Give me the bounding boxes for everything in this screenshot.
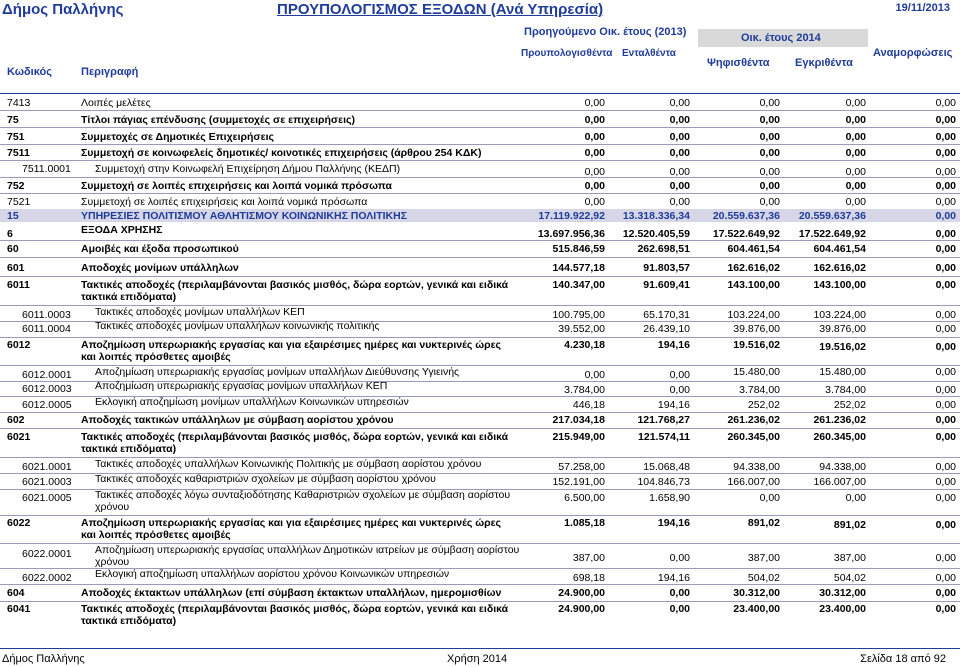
value-revisions: 0,00 — [935, 603, 956, 615]
col-header-approved: Εγκριθέντα — [795, 57, 853, 69]
row-code: 601 — [7, 262, 25, 274]
value-budgeted: 140.347,00 — [552, 279, 605, 291]
row-divider — [0, 193, 960, 194]
value-revisions: 0,00 — [935, 210, 956, 222]
row-description: Αποζημίωση υπερωριακής εργασίας μονίμων υπαλλήλων Διεύθυνσης Υγιεινής — [95, 366, 460, 378]
row-description: Αποζημίωση υπερωριακής εργασίας υπαλλήλων Δημοτικών ιατρείων με σύμβαση αορίστου χρόνου — [95, 544, 520, 568]
value-revisions: 0,00 — [935, 147, 956, 159]
value-budgeted: 217.034,18 — [552, 414, 605, 426]
value-voted: 0,00 — [759, 114, 780, 126]
value-approved: 166.007,00 — [813, 476, 866, 488]
value-revisions: 0,00 — [935, 114, 956, 126]
row-code: 6011.0004 — [22, 323, 71, 335]
value-approved: 3.784,00 — [825, 384, 866, 396]
value-budgeted: 0,00 — [584, 114, 605, 126]
value-ordered: 0,00 — [669, 196, 690, 208]
value-approved: 0,00 — [845, 131, 866, 143]
value-approved: 20.559.637,36 — [798, 210, 866, 222]
value-ordered: 0,00 — [669, 552, 690, 564]
value-revisions: 0,00 — [935, 414, 956, 426]
row-divider — [0, 601, 960, 602]
row-description: Αποδοχές έκτακτων υπάλληλων (επί σύμβαση έκτακτων υπαλλήλων, ημερομισθίων — [81, 587, 502, 599]
row-code: 6012.0003 — [22, 383, 72, 395]
value-revisions: 0,00 — [935, 492, 956, 504]
value-revisions: 0,00 — [935, 431, 956, 443]
row-description: Συμμετοχή στην Κοινωφελή Επιχείρηση Δήμου Παλλήνης (ΚΕΔΠ) — [95, 163, 401, 175]
value-revisions: 0,00 — [935, 461, 956, 473]
row-description: Τίτλοι πάγιας επένδυσης (συμμετοχές σε επιχειρήσεις) — [81, 114, 355, 126]
value-ordered: 121.574,11 — [638, 431, 690, 443]
value-revisions: 0,00 — [935, 519, 956, 531]
value-approved: 387,00 — [833, 552, 866, 564]
row-description: Εκλογική αποζημίωση μονίμων υπαλλήλων Κοινωνικών υπηρεσιών — [95, 396, 409, 408]
value-approved: 261.236,02 — [813, 414, 866, 426]
value-approved: 17.522.649,92 — [798, 228, 866, 240]
row-divider — [0, 177, 960, 178]
footer-page-number: Σελίδα 18 από 92 — [860, 653, 946, 665]
report-title: ΠΡΟΥΠΟΛΟΓΙΣΜΟΣ ΕΞΟΔΩΝ (Ανά Υπηρεσία) — [277, 1, 604, 18]
value-approved: 0,00 — [845, 166, 866, 178]
row-divider — [0, 240, 960, 241]
row-code: 6021.0003 — [22, 476, 72, 488]
value-ordered: 194,16 — [657, 339, 690, 351]
value-voted: 0,00 — [759, 166, 780, 178]
row-description: Συμμετοχές σε Δημοτικές Επιχειρήσεις — [81, 131, 274, 143]
value-voted: 162.616,02 — [727, 262, 780, 274]
row-divider — [0, 428, 960, 429]
row-description: Τακτικές αποδοχές υπαλλήλων Κοινωνικής Πολιτικής με σύμβαση αορίστου χρόνου — [95, 458, 482, 470]
value-voted: 0,00 — [759, 492, 780, 504]
value-voted: 0,00 — [759, 131, 780, 143]
row-description: Συμμετοχή σε λοιπές επιχειρήσεις και λοιπά νομικά πρόσωπα — [81, 180, 392, 192]
row-description: ΥΠΗΡΕΣΙΕΣ ΠΟΛΙΤΙΣΜΟΥ ΑΘΛΗΤΙΣΜΟΥ ΚΟΙΝΩΝΙΚΗΣ ΠΟΛΙΤΙΚΗΣ — [81, 210, 407, 222]
row-divider — [0, 337, 960, 338]
value-voted: 261.236,02 — [727, 414, 780, 426]
row-code: 6012 — [7, 339, 31, 351]
value-budgeted: 100.795,00 — [552, 309, 605, 321]
value-budgeted: 0,00 — [584, 369, 605, 381]
value-voted: 166.007,00 — [727, 476, 780, 488]
value-ordered: 194,16 — [657, 517, 690, 529]
row-code: 6021 — [7, 431, 31, 443]
value-budgeted: 0,00 — [584, 147, 605, 159]
row-divider — [0, 412, 960, 413]
value-approved: 604.461,54 — [813, 243, 866, 255]
value-ordered: 0,00 — [669, 166, 690, 178]
value-revisions: 0,00 — [935, 97, 956, 109]
value-approved: 15.480,00 — [819, 366, 866, 378]
value-approved: 0,00 — [845, 147, 866, 159]
value-revisions: 0,00 — [935, 572, 956, 584]
row-description: Συμμετοχή σε λοιπές επιχειρήσεις και λοιπά νομικά πρόσωπα — [81, 196, 368, 208]
row-code: 604 — [7, 587, 25, 599]
value-voted: 15.480,00 — [733, 366, 780, 378]
value-voted: 39.876,00 — [733, 323, 780, 335]
row-divider — [0, 144, 960, 145]
row-description: Τακτικές αποδοχές λόγω συνταξιοδότησης Καθαριστριών σχολείων με σύμβαση αορίστου χρόνου — [95, 489, 511, 513]
footer-fiscal-year: Χρήση 2014 — [447, 653, 508, 665]
value-approved: 94.338,00 — [819, 461, 866, 473]
value-ordered: 0,00 — [669, 384, 690, 396]
value-approved: 0,00 — [845, 97, 866, 109]
row-description: Αποζημίωση υπερωριακής εργασίας μονίμων υπαλλήλων ΚΕΠ — [95, 380, 388, 392]
row-code: 6011.0003 — [22, 309, 71, 321]
value-ordered: 0,00 — [669, 97, 690, 109]
row-divider — [0, 257, 960, 258]
row-description: Τακτικές αποδοχές μονίμων υπαλλήλων κοινωνικής πολιτικής — [95, 320, 380, 332]
value-voted: 0,00 — [759, 97, 780, 109]
value-voted: 3.784,00 — [739, 384, 780, 396]
value-ordered: 0,00 — [669, 587, 690, 599]
col-header-budgeted: Προυπολογισθέντα — [521, 48, 613, 59]
value-budgeted: 0,00 — [584, 180, 605, 192]
row-code: 752 — [7, 180, 25, 192]
value-ordered: 65.170,31 — [643, 309, 690, 321]
row-description: Τακτικές αποδοχές μονίμων υπαλλήλων ΚΕΠ — [95, 306, 305, 318]
value-revisions: 0,00 — [935, 166, 956, 178]
value-budgeted: 215.949,00 — [552, 431, 605, 443]
value-voted: 0,00 — [759, 147, 780, 159]
value-voted: 891,02 — [747, 517, 780, 529]
row-description: Αποζημίωση υπερωριακής εργασίας και για εξαιρέσιμες ημέρες και νυκτερινές ώρες και λοιπές πρόσθετες αμοιβές — [81, 339, 502, 363]
value-budgeted: 0,00 — [584, 166, 605, 178]
value-approved: 23.400,00 — [819, 603, 866, 615]
value-voted: 17.522.649,92 — [712, 228, 780, 240]
value-revisions: 0,00 — [935, 279, 956, 291]
value-voted: 0,00 — [759, 180, 780, 192]
value-revisions: 0,00 — [935, 131, 956, 143]
value-approved: 0,00 — [845, 492, 866, 504]
col-header-code: Κωδικός — [7, 66, 52, 78]
value-revisions: 0,00 — [935, 323, 956, 335]
value-budgeted: 144.577,18 — [552, 262, 605, 274]
value-ordered: 26.439,10 — [643, 323, 690, 335]
value-budgeted: 0,00 — [584, 97, 605, 109]
value-voted: 94.338,00 — [733, 461, 780, 473]
row-description: Αμοιβές και έξοδα προσωπικού — [81, 243, 239, 255]
row-description: Τακτικές αποδοχές (περιλαμβάνονται βασικός μισθός, δώρα εορτών, γενικά και ειδικά τακτικά επιδόματα) — [81, 279, 509, 303]
value-revisions: 0,00 — [935, 262, 956, 274]
report-footer — [0, 648, 960, 667]
col-header-ordered: Ενταλθέντα — [622, 48, 676, 59]
row-code: 751 — [7, 131, 25, 143]
value-budgeted: 0,00 — [584, 196, 605, 208]
row-code: 6022 — [7, 517, 31, 529]
row-code: 7521 — [7, 196, 31, 208]
value-budgeted: 4.230,18 — [564, 339, 605, 351]
value-ordered: 91.609,41 — [643, 279, 690, 291]
org-name: Δήμος Παλλήνης — [2, 1, 124, 18]
row-code: 75 — [7, 114, 19, 126]
value-revisions: 0,00 — [935, 180, 956, 192]
value-budgeted: 387,00 — [572, 552, 605, 564]
row-description: Συμμετοχή σε κοινωφελείς δημοτικές/ κοινοτικές επιχειρήσεις (άρθρου 254 ΚΔΚ) — [81, 147, 482, 159]
value-approved: 143.100,00 — [813, 279, 866, 291]
current-year-label: Οικ. έτους 2014 — [741, 32, 821, 44]
value-revisions: 0,00 — [935, 476, 956, 488]
value-voted: 387,00 — [747, 552, 780, 564]
value-approved: 162.616,02 — [813, 262, 866, 274]
value-budgeted: 39.552,00 — [558, 323, 605, 335]
report-date: 19/11/2013 — [895, 2, 950, 14]
value-voted: 103.224,00 — [727, 309, 780, 321]
value-revisions: 0,00 — [935, 366, 956, 378]
row-code: 7511.0001 — [22, 163, 71, 175]
value-voted: 604.461,54 — [727, 243, 780, 255]
value-ordered: 0,00 — [669, 147, 690, 159]
row-description: Αποδοχές τακτικών υπάλληλων με σύμβαση αορίστου χρόνου — [81, 414, 394, 426]
value-revisions: 0,00 — [935, 399, 956, 411]
value-budgeted: 24.900,00 — [558, 603, 605, 615]
value-budgeted: 152.191,00 — [552, 476, 605, 488]
value-budgeted: 3.784,00 — [564, 384, 605, 396]
value-ordered: 194,16 — [657, 572, 690, 584]
header-rule — [0, 93, 960, 94]
value-budgeted: 446,18 — [572, 399, 605, 411]
value-revisions: 0,00 — [935, 243, 956, 255]
row-description: Αποδοχές μονίμων υπάλληλων — [81, 262, 239, 274]
row-code: 7413 — [7, 97, 31, 109]
value-approved: 30.312,00 — [819, 587, 866, 599]
col-header-revisions: Αναμορφώσεις — [873, 47, 953, 59]
value-voted: 23.400,00 — [733, 603, 780, 615]
row-divider — [0, 584, 960, 585]
row-description: Αποζημίωση υπερωριακής εργασίας και για εξαιρέσιμες ημέρες και νυκτερινές ώρες και λοιπές πρόσθετες αμοιβές — [81, 517, 502, 541]
value-approved: 260.345,00 — [813, 431, 866, 443]
row-divider — [0, 110, 960, 111]
value-revisions: 0,00 — [935, 341, 956, 353]
value-budgeted: 515.846,59 — [552, 243, 605, 255]
value-revisions: 0,00 — [935, 587, 956, 599]
row-code: 6 — [7, 228, 13, 240]
col-header-voted: Ψηφισθέντα — [707, 57, 770, 69]
value-revisions: 0,00 — [935, 384, 956, 396]
col-header-description: Περιγραφή — [81, 66, 139, 78]
row-code: 60 — [7, 243, 19, 255]
row-divider — [0, 515, 960, 516]
row-description: Τακτικές αποδοχές καθαριστριών σχολείων με σύμβαση αορίστου χρόνου — [95, 473, 436, 485]
value-ordered: 91.803,57 — [643, 262, 690, 274]
value-budgeted: 57.258,00 — [558, 461, 605, 473]
value-revisions: 0,00 — [935, 196, 956, 208]
row-code: 6041 — [7, 603, 31, 615]
value-voted: 143.100,00 — [727, 279, 780, 291]
row-description: Τακτικές αποδοχές (περιλαμβάνονται βασικός μισθός, δώρα εορτών, γενικά και ειδικά τακτικά επιδόματα) — [81, 603, 509, 627]
value-approved: 19.516,02 — [819, 341, 866, 353]
value-ordered: 194,16 — [657, 399, 690, 411]
value-approved: 0,00 — [845, 114, 866, 126]
value-approved: 891,02 — [833, 519, 866, 531]
footer-org: Δήμος Παλλήνης — [2, 653, 85, 665]
value-approved: 103.224,00 — [813, 309, 866, 321]
value-ordered: 12.520.405,59 — [622, 228, 690, 240]
value-ordered: 13.318.336,34 — [622, 210, 690, 222]
value-budgeted: 1.085,18 — [564, 517, 605, 529]
row-code: 7511 — [7, 147, 30, 159]
value-revisions: 0,00 — [935, 228, 956, 240]
row-description: Τακτικές αποδοχές (περιλαμβάνονται βασικός μισθός, δώρα εορτών, γενικά και ειδικά τακτικά επιδόματα) — [81, 431, 509, 455]
value-budgeted: 0,00 — [584, 131, 605, 143]
row-code: 6022.0002 — [22, 572, 72, 584]
value-voted: 504,02 — [747, 572, 780, 584]
value-ordered: 262.698,51 — [637, 243, 690, 255]
row-code: 6021.0001 — [22, 461, 72, 473]
row-description: Λοιπές μελέτες — [81, 97, 151, 109]
value-budgeted: 6.500,00 — [564, 492, 605, 504]
row-description: ΕΞΟΔΑ ΧΡΗΣΗΣ — [81, 224, 163, 236]
row-code: 6012.0001 — [22, 369, 72, 381]
value-voted: 19.516,02 — [733, 339, 780, 351]
row-code: 602 — [7, 414, 25, 426]
row-code: 6011 — [7, 279, 30, 291]
value-budgeted: 13.697.956,36 — [537, 228, 605, 240]
value-ordered: 0,00 — [669, 603, 690, 615]
row-code: 6012.0005 — [22, 399, 72, 411]
row-description: Εκλογική αποζημίωση υπαλλήλων αορίστου χρόνου Κοινωνικών υπηρεσιών — [95, 568, 450, 580]
value-approved: 0,00 — [845, 180, 866, 192]
value-approved: 504,02 — [833, 572, 866, 584]
value-budgeted: 698,18 — [572, 572, 605, 584]
value-voted: 260.345,00 — [727, 431, 780, 443]
row-code: 6021.0005 — [22, 492, 72, 504]
row-code: 6022.0001 — [22, 548, 72, 560]
value-ordered: 1.658,90 — [649, 492, 690, 504]
row-divider — [0, 127, 960, 128]
value-ordered: 0,00 — [669, 369, 690, 381]
value-approved: 0,00 — [845, 196, 866, 208]
row-code: 15 — [7, 210, 19, 222]
value-ordered: 0,00 — [669, 114, 690, 126]
report-header — [0, 0, 960, 94]
value-revisions: 0,00 — [935, 552, 956, 564]
value-ordered: 0,00 — [669, 180, 690, 192]
value-voted: 20.559.637,36 — [712, 210, 780, 222]
value-voted: 0,00 — [759, 196, 780, 208]
value-voted: 30.312,00 — [733, 587, 780, 599]
value-approved: 252,02 — [833, 399, 866, 411]
value-revisions: 0,00 — [935, 309, 956, 321]
row-divider — [0, 160, 960, 161]
value-ordered: 121.768,27 — [637, 414, 690, 426]
value-ordered: 0,00 — [669, 131, 690, 143]
value-approved: 39.876,00 — [819, 323, 866, 335]
previous-year-label: Προηγούμενο Οικ. έτους (2013) — [524, 26, 687, 38]
row-divider — [0, 276, 960, 277]
value-budgeted: 24.900,00 — [558, 587, 605, 599]
value-ordered: 104.846,73 — [637, 476, 690, 488]
value-voted: 252,02 — [747, 399, 780, 411]
value-budgeted: 17.119.922,92 — [538, 210, 605, 222]
value-ordered: 15.068,48 — [643, 461, 690, 473]
